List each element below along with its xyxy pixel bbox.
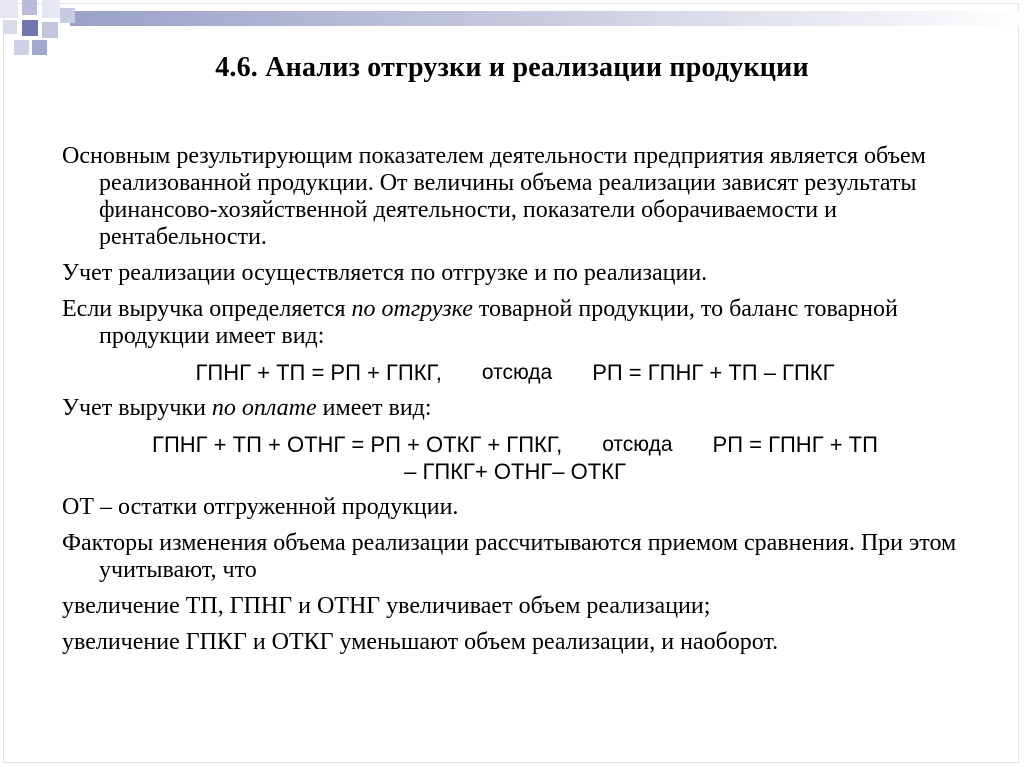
paragraph-factors: Факторы изменения объема реализации рассчитываются приемом сравнения. При этом учитывают, что — [62, 530, 957, 583]
formula-payment-continuation: – ГПКГ+ ОТНГ– ОТКГ — [404, 459, 626, 484]
paragraph-shipment: Если выручка определяется по отгрузке товарной продукции, то баланс товарной продукции имеет вид: — [62, 296, 898, 349]
formula-payment-result: РП = ГПНГ + ТП — [712, 432, 878, 457]
slide-title: 4.6. Анализ отгрузки и реализации продукции — [215, 52, 809, 83]
formula-shipment-balance: ГПНГ + ТП = РП + ГПКГ, — [195, 360, 442, 385]
formula-shipment-result: РП = ГПНГ + ТП – ГПКГ — [592, 360, 835, 385]
paragraph-main-indicator: Основным результирующим показателем деятельности предприятия является объем реализованной продукции. От величины объема реализации зависят результаты финансово-хозяйственной деятельности, показатели оборачиваемости и рентабельности. — [62, 143, 926, 250]
paragraph-decrease: увеличение ГПКГ и ОТКГ уменьшают объем реализации, и наоборот. — [62, 629, 779, 655]
formula-shipment — [62, 359, 968, 386]
formula-payment-balance: ГПНГ + ТП + ОТНГ = РП + ОТКГ + ГПКГ, — [152, 432, 563, 457]
formula-payment-hence: отсюда — [602, 433, 673, 456]
formula-shipment-hence: отсюда — [481, 361, 553, 384]
paragraph-definition: ОТ – остатки отгруженной продукции. — [62, 494, 459, 520]
formula-payment — [62, 431, 968, 485]
header-decoration — [0, 0, 1024, 60]
paragraph-increase: увеличение ТП, ГПНГ и ОТНГ увеличивает объем реализации; — [62, 593, 711, 619]
slide-body — [62, 143, 968, 665]
paragraph-payment: Учет выручки по оплате имеет вид: — [62, 395, 432, 421]
paragraph-accounting: Учет реализации осуществляется по отгрузке и по реализации. — [62, 260, 708, 286]
